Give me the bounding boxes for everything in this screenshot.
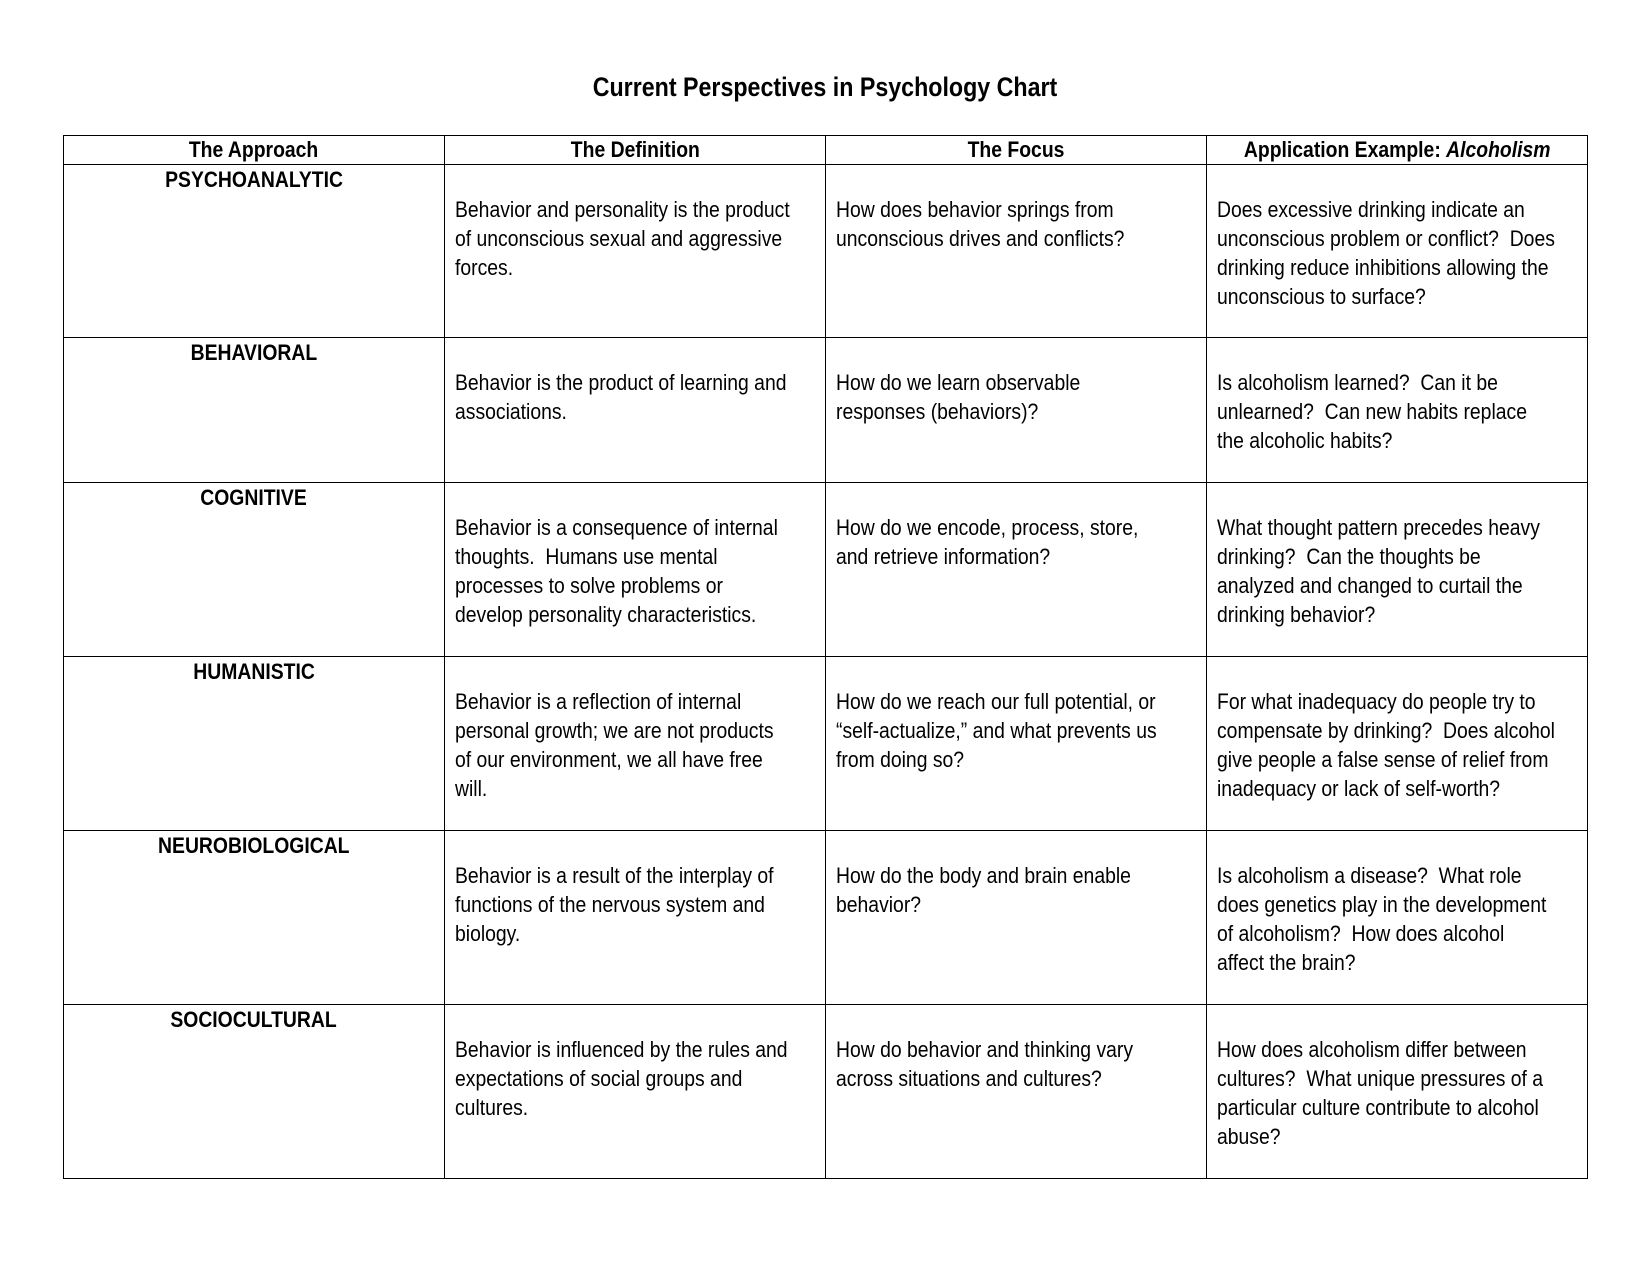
definition-line: processes to solve problems or: [455, 573, 723, 598]
header-application-prefix: Application Example:: [1243, 137, 1446, 162]
approach-cell: NEUROBIOLOGICAL: [64, 831, 445, 1005]
definition-line: Behavior is the product of learning and: [455, 370, 787, 395]
definition-line: Behavior is a consequence of internal: [455, 515, 778, 540]
approach-cell: HUMANISTIC: [64, 657, 445, 831]
approach-cell: COGNITIVE: [64, 483, 445, 657]
application-cell: [1207, 657, 1588, 831]
focus-line: “self-actualize,” and what prevents us: [836, 718, 1157, 743]
header-definition: The Definition: [445, 136, 826, 165]
application-line: particular culture contribute to alcohol: [1217, 1095, 1539, 1120]
definition-line: Behavior is a result of the interplay of: [455, 863, 774, 888]
focus-cell: [826, 165, 1207, 338]
focus-cell: [826, 338, 1207, 483]
table-row: [64, 1005, 1588, 1179]
focus-cell: [826, 483, 1207, 657]
perspectives-table: [63, 135, 1588, 1179]
focus-line: How do we reach our full potential, or: [836, 689, 1156, 714]
application-line: drinking behavior?: [1217, 602, 1376, 627]
definition-line: Behavior and personality is the product: [455, 197, 790, 222]
page-title: Current Perspectives in Psychology Chart: [592, 72, 1058, 102]
application-cell: [1207, 338, 1588, 483]
application-line: drinking? Can the thoughts be: [1217, 544, 1481, 569]
definition-line: associations.: [455, 399, 567, 424]
application-line: Does excessive drinking indicate an: [1217, 197, 1525, 222]
focus-line: behavior?: [836, 892, 922, 917]
definition-line: thoughts. Humans use mental: [455, 544, 718, 569]
application-cell: [1207, 831, 1588, 1005]
definition-line: expectations of social groups and: [455, 1066, 743, 1091]
application-line: What thought pattern precedes heavy: [1217, 515, 1540, 540]
table-row: [64, 483, 1588, 657]
header-application-italic: Alcoholism: [1445, 137, 1551, 162]
definition-cell: [445, 483, 826, 657]
focus-line: How do behavior and thinking vary: [836, 1037, 1134, 1062]
definition-cell: [445, 831, 826, 1005]
application-line: compensate by drinking? Does alcohol: [1217, 718, 1555, 743]
focus-line: across situations and cultures?: [836, 1066, 1102, 1091]
application-line: For what inadequacy do people try to: [1217, 689, 1536, 714]
application-line: the alcoholic habits?: [1217, 428, 1393, 453]
definition-line: biology.: [455, 921, 521, 946]
definition-line: Behavior is a reflection of internal: [455, 689, 742, 714]
focus-line: from doing so?: [836, 747, 965, 772]
application-line: inadequacy or lack of self-worth?: [1217, 776, 1501, 801]
application-line: unconscious problem or conflict? Does: [1217, 226, 1555, 251]
focus-line: unconscious drives and conflicts?: [836, 226, 1125, 251]
application-cell: [1207, 165, 1588, 338]
table-row: [64, 831, 1588, 1005]
definition-line: of our environment, we all have free: [455, 747, 763, 772]
focus-line: How do the body and brain enable: [836, 863, 1131, 888]
application-line: unconscious to surface?: [1217, 284, 1426, 309]
table-row: [64, 338, 1588, 483]
definition-line: cultures.: [455, 1095, 529, 1120]
focus-line: How do we encode, process, store,: [836, 515, 1139, 540]
application-line: abuse?: [1217, 1124, 1281, 1149]
application-line: unlearned? Can new habits replace: [1217, 399, 1527, 424]
application-line: Is alcoholism learned? Can it be: [1217, 370, 1498, 395]
focus-line: responses (behaviors)?: [836, 399, 1039, 424]
application-cell: [1207, 483, 1588, 657]
application-line: affect the brain?: [1217, 950, 1356, 975]
definition-line: functions of the nervous system and: [455, 892, 765, 917]
approach-cell: SOCIOCULTURAL: [64, 1005, 445, 1179]
header-row: [64, 136, 1588, 165]
application-line: does genetics play in the development: [1217, 892, 1547, 917]
application-line: of alcoholism? How does alcohol: [1217, 921, 1505, 946]
application-line: Is alcoholism a disease? What role: [1217, 863, 1522, 888]
definition-cell: [445, 165, 826, 338]
definition-cell: [445, 657, 826, 831]
header-focus: The Focus: [826, 136, 1207, 165]
definition-line: Behavior is influenced by the rules and: [455, 1037, 788, 1062]
focus-line: How do we learn observable: [836, 370, 1081, 395]
application-line: give people a false sense of relief from: [1217, 747, 1549, 772]
focus-line: How does behavior springs from: [836, 197, 1114, 222]
header-application: [1207, 136, 1588, 165]
focus-cell: [826, 1005, 1207, 1179]
approach-cell: PSYCHOANALYTIC: [64, 165, 445, 338]
application-cell: [1207, 1005, 1588, 1179]
definition-line: forces.: [455, 255, 514, 280]
definition-cell: [445, 338, 826, 483]
definition-line: will.: [455, 776, 488, 801]
application-line: analyzed and changed to curtail the: [1217, 573, 1523, 598]
table-row: [64, 165, 1588, 338]
table-row: [64, 657, 1588, 831]
definition-line: develop personality characteristics.: [455, 602, 757, 627]
header-approach: The Approach: [64, 136, 445, 165]
application-line: cultures? What unique pressures of a: [1217, 1066, 1544, 1091]
focus-line: and retrieve information?: [836, 544, 1051, 569]
definition-line: of unconscious sexual and aggressive: [455, 226, 783, 251]
application-line: drinking reduce inhibitions allowing the: [1217, 255, 1549, 280]
definition-line: personal growth; we are not products: [455, 718, 774, 743]
definition-cell: [445, 1005, 826, 1179]
approach-cell: BEHAVIORAL: [64, 338, 445, 483]
focus-cell: [826, 657, 1207, 831]
application-line: How does alcoholism differ between: [1217, 1037, 1527, 1062]
focus-cell: [826, 831, 1207, 1005]
